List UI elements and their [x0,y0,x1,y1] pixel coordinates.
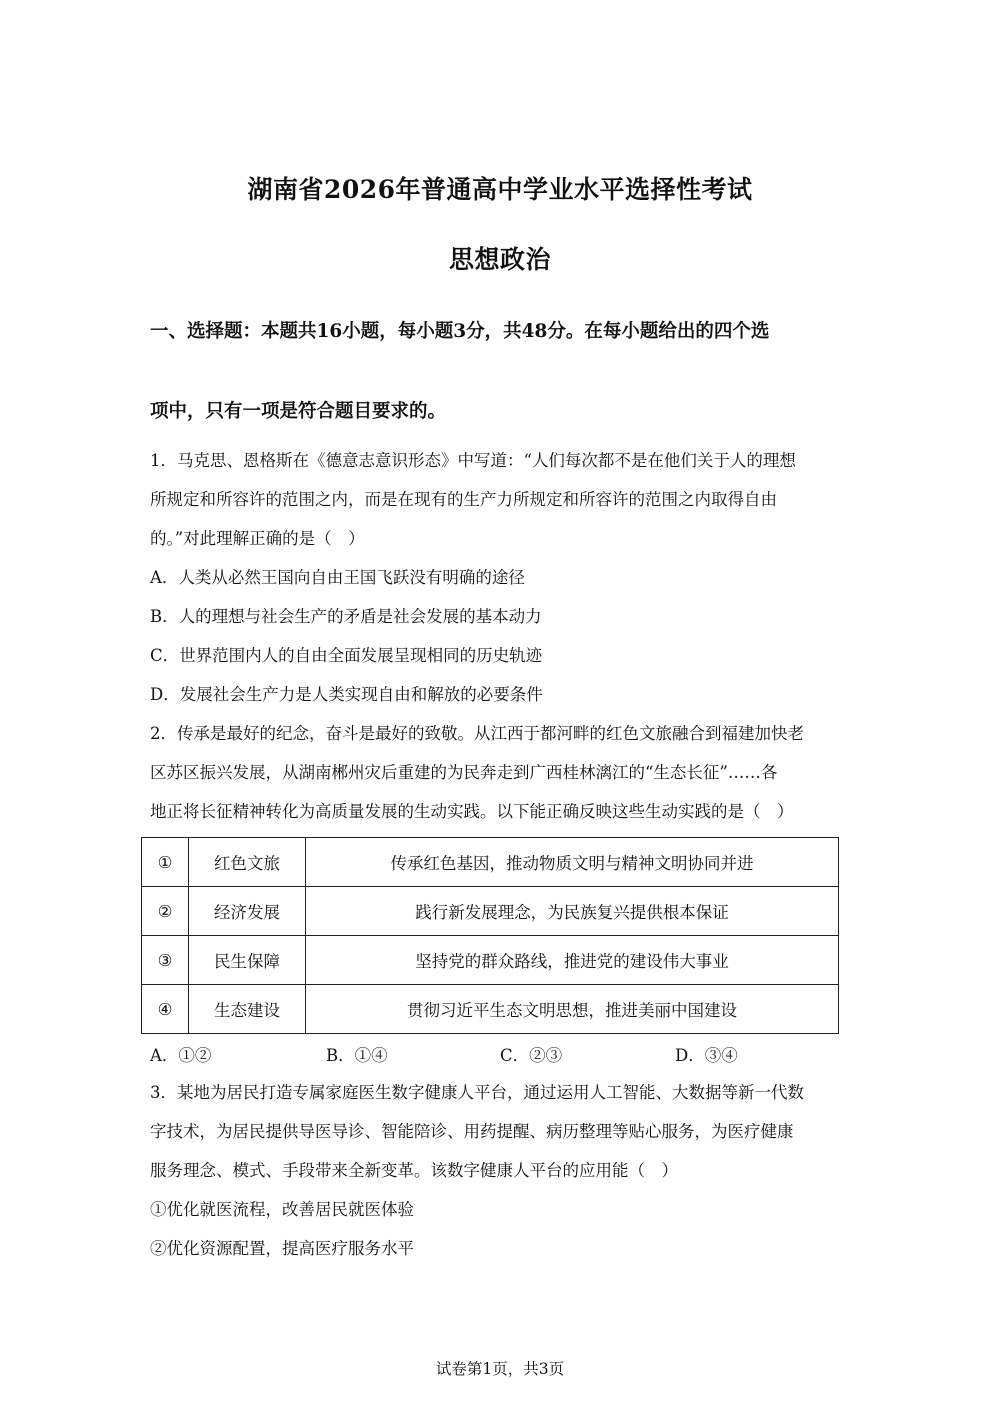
q2-option-d: D．③④ [675,1046,738,1065]
row-description: 坚持党的群众路线，推进党的建设伟大事业 [306,936,839,985]
q3-item-1: ①优化就医流程，改善居民就医体验 [150,1200,414,1219]
q2-stem-line2: 区苏区振兴发展，从湖南郴州灾后重建的为民奔走到广西桂林漓江的“生态长征”……各 [150,763,778,782]
row-number: ④ [142,985,189,1034]
row-number: ② [142,887,189,936]
row-number: ③ [142,936,189,985]
section-heading-line1: 一、选择题：本题共16小题，每小题3分，共48分。在每小题给出的四个选 [150,321,770,342]
row-number: ① [142,838,189,887]
q2-table [141,837,839,1034]
row-category: 红色文旅 [189,838,306,887]
row-description: 践行新发展理念，为民族复兴提供根本保证 [306,887,839,936]
row-category: 经济发展 [189,887,306,936]
q1-option-c: C．世界范围内人的自由全面发展呈现相同的历史轨迹 [150,646,543,665]
subject-title: 思想政治 [448,245,551,274]
q1-stem-line1: 1．马克思、恩格斯在《德意志意识形态》中写道：“人们每次都不是在他们关于人的理想 [150,451,796,470]
q3-item-2: ②优化资源配置，提高医疗服务水平 [150,1239,414,1258]
exam-title: 湖南省2026年普通高中学业水平选择性考试 [247,175,753,204]
section-heading-line2: 项中，只有一项是符合题目要求的。 [150,401,447,422]
q1-option-d: D．发展社会生产力是人类实现自由和解放的必要条件 [150,685,543,704]
q1-stem-line2: 所规定和所容许的范围之内，而是在现有的生产力所规定和所容许的范围之内取得自由 [150,490,777,509]
q3-stem-line2: 字技术，为居民提供导医导诊、智能陪诊、用药提醒、病历整理等贴心服务，为医疗健康 [150,1122,794,1141]
q3-stem-line3: 服务理念、模式、手段带来全新变革。该数字健康人平台的应用能（ ） [150,1161,678,1180]
q1-option-b: B．人的理想与社会生产的矛盾是社会发展的基本动力 [150,607,542,626]
row-category: 生态建设 [189,985,306,1034]
table-row [142,936,839,985]
q1-option-a: A．人类从必然王国向自由王国飞跃没有明确的途径 [150,568,525,587]
q2-option-b: B．①④ [326,1046,388,1065]
row-category: 民生保障 [189,936,306,985]
row-description: 传承红色基因，推动物质文明与精神文明协同并进 [306,838,839,887]
table-row [142,887,839,936]
q2-option-a: A．①② [150,1046,212,1065]
table-row [142,838,839,887]
table-row [142,985,839,1034]
q2-stem-line1: 2．传承是最好的纪念，奋斗是最好的致敬。从江西于都河畔的红色文旅融合到福建加快老 [150,724,804,743]
row-description: 贯彻习近平生态文明思想，推进美丽中国建设 [306,985,839,1034]
q2-option-c: C．②③ [500,1046,563,1065]
page-footer: 试卷第1页，共3页 [435,1360,565,1378]
q2-stem-line3: 地正将长征精神转化为高质量发展的生动实践。以下能正确反映这些生动实践的是（ ） [150,802,794,821]
q3-stem-line1: 3．某地为居民打造专属家庭医生数字健康人平台，通过运用人工智能、大数据等新一代数 [150,1083,804,1102]
q1-stem-line3: 的。”对此理解正确的是（ ） [150,529,365,548]
